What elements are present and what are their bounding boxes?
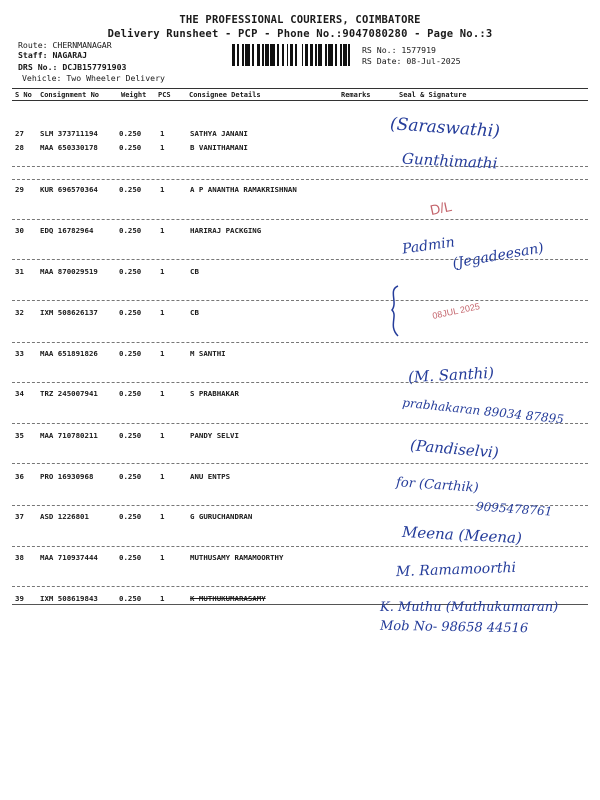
drs-number: DRS No.: DCJB157791903 bbox=[18, 62, 127, 72]
row-consignee: HARIRAJ PACKGING bbox=[190, 226, 262, 235]
table-row bbox=[12, 431, 588, 471]
row-weight: 0.250 bbox=[119, 129, 142, 138]
header-bottom-rule bbox=[12, 100, 588, 101]
col-sno-header: S No bbox=[15, 91, 32, 99]
route-label: Route: CHERNMANAGAR bbox=[18, 40, 112, 50]
row-consignment: TRZ 245007941 bbox=[40, 389, 98, 398]
table-row bbox=[12, 349, 588, 389]
row-consignee: CB bbox=[190, 308, 199, 317]
row-weight: 0.250 bbox=[119, 389, 142, 398]
row-consignee: ANU ENTPS bbox=[190, 472, 231, 481]
row-weight: 0.250 bbox=[119, 143, 142, 152]
row-pcs: 1 bbox=[160, 594, 165, 603]
signature-30a: Padmin bbox=[401, 234, 456, 258]
row-consignee: A P ANANTHA RAMAKRISHNAN bbox=[190, 185, 297, 194]
row-pcs: 1 bbox=[160, 129, 165, 138]
row-pcs: 1 bbox=[160, 226, 165, 235]
row-divider bbox=[12, 423, 588, 424]
col-consignee-header: Consignee Details bbox=[189, 91, 261, 99]
row-divider bbox=[12, 300, 588, 301]
row-consignee: S PRABHAKAR bbox=[190, 389, 239, 398]
row-consignee: K MUTHUKUMARASAMY bbox=[190, 594, 266, 603]
row-divider bbox=[12, 463, 588, 464]
row-divider bbox=[12, 382, 588, 383]
rs-number: RS No.: 1577919 bbox=[362, 45, 436, 55]
row-consignee: G GURUCHANDRAN bbox=[190, 512, 253, 521]
barcode bbox=[232, 44, 354, 66]
row-weight: 0.250 bbox=[119, 472, 142, 481]
signature-27: (Saraswathi) bbox=[389, 114, 501, 142]
row-consignment: IXM 508626137 bbox=[40, 308, 98, 317]
row-weight: 0.250 bbox=[119, 431, 142, 440]
row-consignee: PANDY SELVI bbox=[190, 431, 239, 440]
runsheet-subtitle: Delivery Runsheet - PCP - Phone No.:9047080280 - Page No.:3 bbox=[107, 28, 493, 40]
signature-34: prabhakaran 89034 87895 bbox=[401, 395, 565, 427]
vehicle-label: Vehicle: Two Wheeler Delivery bbox=[22, 73, 165, 83]
staff-label: Staff: NAGARAJ bbox=[18, 50, 88, 60]
row-divider bbox=[12, 179, 588, 180]
row-consignment: KUR 696570364 bbox=[40, 185, 98, 194]
signature-39b: Mob No- 98658 44516 bbox=[379, 618, 529, 637]
row-consignee: B VANITHAMANI bbox=[190, 143, 248, 152]
row-weight: 0.250 bbox=[119, 226, 142, 235]
company-title: THE PROFESSIONAL COURIERS, COIMBATORE bbox=[179, 14, 421, 26]
row-weight: 0.250 bbox=[119, 512, 142, 521]
signature-37: Meena (Meena) bbox=[401, 522, 523, 548]
row-consignment: MAA 710780211 bbox=[40, 431, 98, 440]
row-consignee: SATHYA JANANI bbox=[190, 129, 248, 138]
table-row bbox=[12, 267, 588, 307]
row-sno: 33 bbox=[15, 349, 24, 358]
row-sno: 37 bbox=[15, 512, 24, 521]
row-weight: 0.250 bbox=[119, 349, 142, 358]
row-consignment: MAA 710937444 bbox=[40, 553, 98, 562]
date-stamp: 08JUL 2025 bbox=[431, 301, 481, 321]
row-pcs: 1 bbox=[160, 472, 165, 481]
col-remarks-header: Remarks bbox=[341, 91, 371, 99]
delivered-stamp: D/L bbox=[428, 197, 454, 219]
row-weight: 0.250 bbox=[119, 553, 142, 562]
signature-36a: for (Carthik) bbox=[395, 475, 480, 496]
row-consignment: IXM 508619843 bbox=[40, 594, 98, 603]
signature-35: (Pandiselvi) bbox=[409, 436, 500, 462]
row-consignee: MUTHUSAMY RAMAMOORTHY bbox=[190, 553, 284, 562]
row-divider bbox=[12, 219, 588, 220]
row-consignment: PRO 16930968 bbox=[40, 472, 94, 481]
row-pcs: 1 bbox=[160, 553, 165, 562]
row-divider bbox=[12, 342, 588, 343]
signature-33: (M. Santhi) bbox=[407, 363, 495, 387]
rs-date: RS Date: 08-Jul-2025 bbox=[362, 56, 461, 66]
row-pcs: 1 bbox=[160, 267, 165, 276]
row-consignment: MAA 870029519 bbox=[40, 267, 98, 276]
row-sno: 35 bbox=[15, 431, 24, 440]
col-consignment-header: Consignment No bbox=[40, 91, 100, 99]
row-pcs: 1 bbox=[160, 349, 165, 358]
row-divider bbox=[12, 586, 588, 587]
signature-30b: (Jegadeesan) bbox=[451, 240, 545, 272]
header-top-rule bbox=[12, 88, 588, 89]
row-pcs: 1 bbox=[160, 308, 165, 317]
row-weight: 0.250 bbox=[119, 267, 142, 276]
row-sno: 30 bbox=[15, 226, 24, 235]
row-weight: 0.250 bbox=[119, 308, 142, 317]
row-consignment: MAA 651891826 bbox=[40, 349, 98, 358]
row-consignment: EDQ 16782964 bbox=[40, 226, 94, 235]
row-pcs: 1 bbox=[160, 389, 165, 398]
brace-mark bbox=[384, 284, 406, 338]
row-pcs: 1 bbox=[160, 512, 165, 521]
col-seal-header: Seal & Signature bbox=[399, 91, 467, 99]
row-pcs: 1 bbox=[160, 143, 165, 152]
col-weight-header: Weight bbox=[121, 91, 147, 99]
signature-28: Gunthimathi bbox=[401, 149, 498, 173]
row-sno: 28 bbox=[15, 143, 24, 152]
row-sno: 38 bbox=[15, 553, 24, 562]
row-consignment: MAA 650330178 bbox=[40, 143, 98, 152]
row-consignment: ASD 1226801 bbox=[40, 512, 89, 521]
col-pcs-header: PCS bbox=[158, 91, 171, 99]
signature-36b: 9095478761 bbox=[475, 499, 553, 519]
row-sno: 31 bbox=[15, 267, 24, 276]
signature-39a: K. Muthu (Muthukumaran) bbox=[380, 600, 559, 615]
row-sno: 29 bbox=[15, 185, 24, 194]
row-weight: 0.250 bbox=[119, 185, 142, 194]
table-row bbox=[12, 143, 588, 183]
row-sno: 39 bbox=[15, 594, 24, 603]
row-pcs: 1 bbox=[160, 431, 165, 440]
row-pcs: 1 bbox=[160, 185, 165, 194]
row-sno: 32 bbox=[15, 308, 24, 317]
row-consignee: CB bbox=[190, 267, 199, 276]
row-weight: 0.250 bbox=[119, 594, 142, 603]
row-consignment: SLM 373711194 bbox=[40, 129, 98, 138]
row-sno: 34 bbox=[15, 389, 24, 398]
row-consignee: M SANTHI bbox=[190, 349, 226, 358]
row-sno: 27 bbox=[15, 129, 24, 138]
row-sno: 36 bbox=[15, 472, 24, 481]
signature-38: M. Ramamoorthi bbox=[395, 559, 517, 581]
